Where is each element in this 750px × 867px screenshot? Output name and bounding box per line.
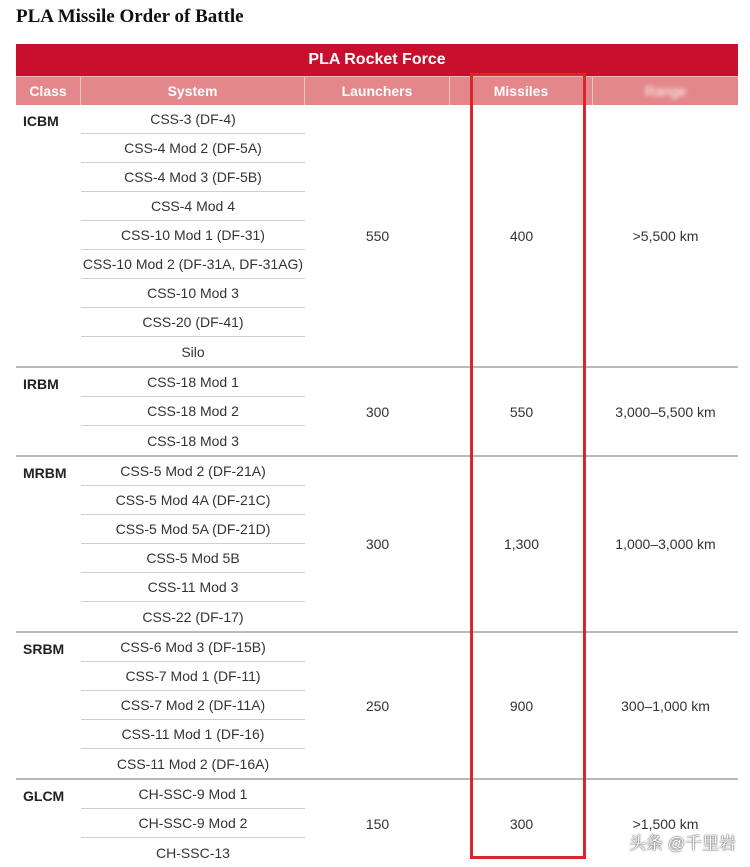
missiles-cell: 400 — [509, 227, 534, 244]
system-row: CSS-18 Mod 2 — [81, 397, 305, 426]
class-cell: ICBM — [23, 113, 59, 129]
launchers-cell: 300 — [365, 536, 390, 552]
table-banner: PLA Rocket Force — [16, 44, 738, 76]
header-missiles: Missiles — [450, 77, 593, 105]
range-cell: 300–1,000 km — [621, 697, 710, 714]
system-row: CSS-3 (DF-4) — [81, 105, 305, 134]
system-row: CSS-5 Mod 5B — [81, 544, 305, 573]
system-row: CH-SSC-9 Mod 1 — [81, 780, 305, 809]
system-cell — [81, 105, 305, 366]
header-launchers: Launchers — [305, 77, 450, 105]
system-cell — [81, 780, 305, 867]
document-title: PLA Missile Order of Battle — [16, 6, 244, 27]
header-range-label: Range — [644, 83, 687, 99]
range-cell: 1,000–3,000 km — [615, 536, 716, 552]
launchers-cell: 250 — [365, 697, 390, 714]
header-class: Class — [16, 77, 81, 105]
table-header-row — [16, 76, 738, 105]
header-system: System — [81, 77, 305, 105]
system-row: CSS-4 Mod 3 (DF-5B) — [81, 163, 305, 192]
system-cell — [81, 457, 305, 631]
missiles-cell: 900 — [509, 697, 534, 714]
system-row: CH-SSC-13 — [156, 844, 230, 861]
system-cell — [81, 368, 305, 455]
class-cell: SRBM — [23, 641, 65, 657]
table-group-irbm — [16, 368, 738, 457]
system-row: CSS-20 (DF-41) — [81, 308, 305, 337]
table-group-icbm — [16, 105, 738, 368]
launchers-cell: 150 — [365, 815, 390, 832]
system-row: CH-SSC-9 Mod 2 — [81, 809, 305, 838]
system-row: CSS-5 Mod 5A (DF-21D) — [81, 515, 305, 544]
system-row: CSS-11 Mod 2 (DF-16A) — [116, 755, 270, 772]
table-group-mrbm — [16, 457, 738, 633]
system-row: CSS-22 (DF-17) — [142, 608, 244, 625]
system-row: CSS-5 Mod 4A (DF-21C) — [81, 486, 305, 515]
range-cell: >1,500 km — [632, 815, 699, 832]
system-row: CSS-11 Mod 1 (DF-16) — [81, 720, 305, 749]
header-range — [593, 77, 738, 105]
system-row: CSS-10 Mod 3 — [81, 279, 305, 308]
system-row: CSS-5 Mod 2 (DF-21A) — [81, 457, 305, 486]
missiles-cell: 550 — [509, 403, 534, 420]
launchers-cell: 300 — [365, 403, 390, 420]
system-row: CSS-10 Mod 1 (DF-31) — [81, 221, 305, 250]
system-row: CSS-11 Mod 3 — [81, 573, 305, 602]
system-row: CSS-6 Mod 3 (DF-15B) — [81, 633, 305, 662]
missile-table — [16, 44, 738, 867]
missiles-cell: 300 — [509, 815, 534, 832]
range-cell: >5,500 km — [632, 227, 699, 244]
system-row: CSS-18 Mod 3 — [147, 432, 239, 449]
launchers-cell: 550 — [365, 227, 390, 244]
class-cell: MRBM — [23, 465, 67, 481]
system-row: CSS-7 Mod 2 (DF-11A) — [81, 691, 305, 720]
system-row: Silo — [181, 343, 205, 360]
system-cell — [81, 633, 305, 778]
table-body — [16, 105, 738, 867]
watermark: 头条 @千里岩 — [629, 834, 736, 853]
system-row: CSS-18 Mod 1 — [81, 368, 305, 397]
missiles-cell: 1,300 — [503, 536, 540, 552]
table-group-srbm — [16, 633, 738, 780]
system-row: CSS-10 Mod 2 (DF-31A, DF-31AG) — [81, 250, 305, 279]
class-cell: IRBM — [23, 376, 59, 392]
system-row: CSS-7 Mod 1 (DF-11) — [81, 662, 305, 691]
system-row: CSS-4 Mod 2 (DF-5A) — [81, 134, 305, 163]
class-cell: GLCM — [23, 788, 65, 804]
range-cell: 3,000–5,500 km — [615, 403, 716, 420]
system-row: CSS-4 Mod 4 — [81, 192, 305, 221]
